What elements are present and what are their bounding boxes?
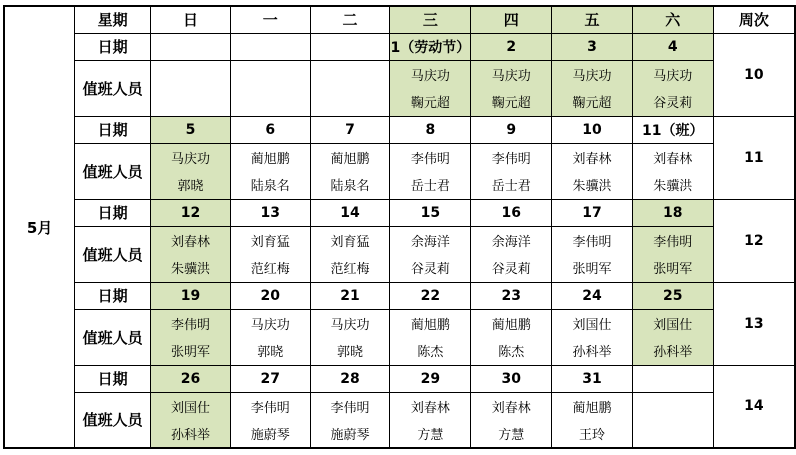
duty-person-cell[interactable]: 李伟明	[632, 226, 713, 254]
duty-person-cell[interactable]	[230, 60, 310, 88]
date-cell[interactable]: 10	[552, 116, 633, 143]
date-row-label[interactable]: 日期	[75, 365, 151, 392]
duty-person-cell[interactable]: 李伟明	[552, 226, 633, 254]
date-cell[interactable]: 15	[390, 199, 471, 226]
duty-person-cell[interactable]: 蔺旭鹏	[390, 309, 471, 337]
duty-row-label[interactable]: 值班人员	[75, 60, 151, 116]
duty-person-cell[interactable]: 蔺旭鹏	[552, 392, 633, 420]
duty-row-label[interactable]: 值班人员	[75, 143, 151, 199]
duty-person-cell[interactable]: 陈杰	[471, 337, 552, 365]
duty-person-cell[interactable]: 孙科举	[552, 337, 633, 365]
duty-person-cell[interactable]: 蔺旭鹏	[230, 143, 310, 171]
date-cell[interactable]: 20	[230, 282, 310, 309]
day-header-wed[interactable]: 三	[390, 6, 471, 33]
schedule-body	[4, 6, 795, 448]
date-cell[interactable]: 24	[552, 282, 633, 309]
date-cell[interactable]: 12	[151, 199, 231, 226]
date-cell[interactable]: 21	[310, 282, 390, 309]
week-number-cell[interactable]: 14	[713, 365, 795, 448]
day-header-sun[interactable]: 日	[151, 6, 231, 33]
duty-person-cell[interactable]: 李伟明	[310, 392, 390, 420]
date-cell[interactable]: 31	[552, 365, 633, 392]
duty-person-cell[interactable]: 马庆功	[390, 60, 471, 88]
duty-person-cell[interactable]: 马庆功	[230, 309, 310, 337]
duty-row-first	[4, 226, 795, 254]
date-cell[interactable]	[230, 33, 310, 60]
duty-person-cell[interactable]: 岳士君	[390, 171, 471, 199]
date-cell[interactable]: 17	[552, 199, 633, 226]
week-number-cell[interactable]: 11	[713, 116, 795, 199]
duty-person-cell[interactable]: 马庆功	[632, 60, 713, 88]
duty-row-first	[4, 143, 795, 171]
duty-person-cell[interactable]: 刘春林	[632, 143, 713, 171]
duty-person-cell[interactable]: 余海洋	[390, 226, 471, 254]
duty-person-cell[interactable]: 马庆功	[552, 60, 633, 88]
date-row	[4, 116, 795, 143]
duty-person-cell[interactable]	[310, 60, 390, 88]
duty-person-cell[interactable]: 蔺旭鹏	[310, 143, 390, 171]
duty-person-cell[interactable]: 刘春林	[151, 226, 231, 254]
date-cell[interactable]: 28	[310, 365, 390, 392]
duty-person-cell[interactable]: 施蔚琴	[230, 420, 310, 448]
duty-person-cell[interactable]: 马庆功	[151, 143, 231, 171]
date-cell[interactable]: 5	[151, 116, 231, 143]
duty-person-cell[interactable]: 刘国仕	[552, 309, 633, 337]
date-cell[interactable]	[151, 33, 231, 60]
date-row	[4, 365, 795, 392]
week-header-label[interactable]: 周次	[713, 6, 795, 33]
month-cell[interactable]: 5月	[4, 6, 75, 448]
day-header-tue[interactable]: 二	[310, 6, 390, 33]
date-cell[interactable]: 23	[471, 282, 552, 309]
date-cell[interactable]: 25	[632, 282, 713, 309]
date-row-label[interactable]: 日期	[75, 33, 151, 60]
week-number-cell[interactable]: 12	[713, 199, 795, 282]
date-cell[interactable]: 8	[390, 116, 471, 143]
date-cell[interactable]: 9	[471, 116, 552, 143]
duty-person-cell[interactable]: 方慧	[390, 420, 471, 448]
day-header-fri[interactable]: 五	[552, 6, 633, 33]
date-cell[interactable]: 3	[552, 33, 633, 60]
date-cell[interactable]: 18	[632, 199, 713, 226]
duty-person-cell[interactable]: 孙科举	[151, 420, 231, 448]
day-header-thu[interactable]: 四	[471, 6, 552, 33]
duty-person-cell[interactable]: 张明军	[632, 254, 713, 282]
date-cell[interactable]: 11（班）	[632, 116, 713, 143]
duty-person-cell[interactable]: 王玲	[552, 420, 633, 448]
date-row	[4, 199, 795, 226]
duty-person-cell[interactable]: 施蔚琴	[310, 420, 390, 448]
duty-row-first	[4, 309, 795, 337]
duty-person-cell[interactable]: 陆泉名	[310, 171, 390, 199]
duty-row-label[interactable]: 值班人员	[75, 226, 151, 282]
duty-person-cell[interactable]: 李伟明	[471, 143, 552, 171]
duty-row-label[interactable]: 值班人员	[75, 392, 151, 448]
date-cell[interactable]: 14	[310, 199, 390, 226]
date-row	[4, 33, 795, 60]
week-number-cell[interactable]: 10	[713, 33, 795, 116]
duty-person-cell[interactable]: 刘春林	[390, 392, 471, 420]
duty-person-cell[interactable]: 张明军	[552, 254, 633, 282]
date-cell[interactable]: 2	[471, 33, 552, 60]
day-header-sat[interactable]: 六	[632, 6, 713, 33]
duty-person-cell[interactable]: 朱骥洪	[632, 171, 713, 199]
duty-person-cell[interactable]: 范红梅	[310, 254, 390, 282]
date-cell[interactable]: 29	[390, 365, 471, 392]
duty-person-cell[interactable]: 陆泉名	[230, 171, 310, 199]
duty-person-cell[interactable]: 鞠元超	[390, 88, 471, 116]
date-row-label[interactable]: 日期	[75, 116, 151, 143]
duty-person-cell[interactable]: 马庆功	[471, 60, 552, 88]
duty-person-cell[interactable]: 方慧	[471, 420, 552, 448]
date-cell[interactable]: 22	[390, 282, 471, 309]
day-header-mon[interactable]: 一	[230, 6, 310, 33]
duty-person-cell[interactable]: 马庆功	[310, 309, 390, 337]
duty-person-cell[interactable]: 郭晓	[151, 171, 231, 199]
duty-person-cell[interactable]	[151, 60, 231, 88]
duty-person-cell[interactable]: 刘育猛	[230, 226, 310, 254]
week-number-cell[interactable]: 13	[713, 282, 795, 365]
header-row	[4, 6, 795, 33]
duty-person-cell[interactable]: 刘国仕	[151, 392, 231, 420]
date-row-label[interactable]: 日期	[75, 282, 151, 309]
date-cell[interactable]: 1（劳动节）	[390, 33, 471, 60]
date-cell[interactable]: 7	[310, 116, 390, 143]
duty-person-cell[interactable]: 孙科举	[632, 337, 713, 365]
duty-person-cell[interactable]: 刘春林	[552, 143, 633, 171]
duty-row-first	[4, 60, 795, 88]
date-cell[interactable]: 26	[151, 365, 231, 392]
duty-person-cell[interactable]	[632, 392, 713, 420]
duty-person-cell[interactable]: 岳士君	[471, 171, 552, 199]
duty-person-cell[interactable]	[151, 88, 231, 116]
duty-person-cell[interactable]	[632, 420, 713, 448]
date-cell[interactable]: 27	[230, 365, 310, 392]
duty-person-cell[interactable]: 李伟明	[230, 392, 310, 420]
duty-person-cell[interactable]: 蔺旭鹏	[471, 309, 552, 337]
duty-person-cell[interactable]: 李伟明	[390, 143, 471, 171]
duty-person-cell[interactable]: 朱骥洪	[552, 171, 633, 199]
duty-schedule-table	[3, 5, 796, 449]
duty-person-cell[interactable]: 郭晓	[230, 337, 310, 365]
duty-person-cell[interactable]: 朱骥洪	[151, 254, 231, 282]
date-cell[interactable]: 13	[230, 199, 310, 226]
date-row-label[interactable]: 日期	[75, 199, 151, 226]
duty-person-cell[interactable]: 余海洋	[471, 226, 552, 254]
date-cell[interactable]: 4	[632, 33, 713, 60]
duty-person-cell[interactable]: 谷灵莉	[471, 254, 552, 282]
duty-person-cell[interactable]: 郭晓	[310, 337, 390, 365]
duty-row-label[interactable]: 值班人员	[75, 309, 151, 365]
date-cell[interactable]: 16	[471, 199, 552, 226]
duty-person-cell[interactable]: 刘春林	[471, 392, 552, 420]
duty-person-cell[interactable]: 谷灵莉	[632, 88, 713, 116]
duty-person-cell[interactable]: 张明军	[151, 337, 231, 365]
duty-row-first	[4, 392, 795, 420]
date-cell[interactable]	[632, 365, 713, 392]
date-cell[interactable]	[310, 33, 390, 60]
duty-person-cell[interactable]: 范红梅	[230, 254, 310, 282]
duty-person-cell[interactable]: 谷灵莉	[390, 254, 471, 282]
weekday-header-label[interactable]: 星期	[75, 6, 151, 33]
duty-person-cell[interactable]: 刘国仕	[632, 309, 713, 337]
duty-person-cell[interactable]: 刘育猛	[310, 226, 390, 254]
date-cell[interactable]: 19	[151, 282, 231, 309]
duty-person-cell[interactable]: 鞠元超	[471, 88, 552, 116]
date-cell[interactable]: 6	[230, 116, 310, 143]
duty-person-cell[interactable]: 鞠元超	[552, 88, 633, 116]
duty-person-cell[interactable]	[230, 88, 310, 116]
duty-person-cell[interactable]: 陈杰	[390, 337, 471, 365]
duty-person-cell[interactable]: 李伟明	[151, 309, 231, 337]
date-row	[4, 282, 795, 309]
date-cell[interactable]: 30	[471, 365, 552, 392]
duty-person-cell[interactable]	[310, 88, 390, 116]
